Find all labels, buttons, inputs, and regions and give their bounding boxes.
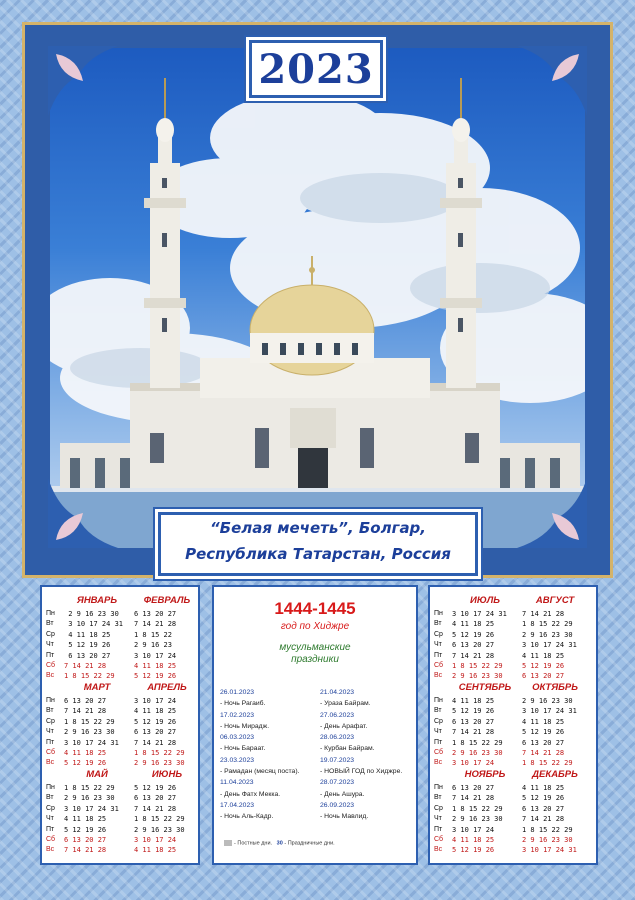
week-row: 3 10 17 24 xyxy=(452,825,495,834)
weekday-column xyxy=(434,783,443,856)
week-row: 6 13 20 27 xyxy=(134,610,177,618)
week-row: 1 8 15 22 29 xyxy=(522,825,573,834)
weekday-column xyxy=(434,696,443,769)
week-row: 3 10 17 24 31 xyxy=(64,738,119,747)
holiday-date: 11.04.2023 xyxy=(220,779,254,787)
week-row: 6 13 20 27 xyxy=(64,697,107,705)
holiday-name: - День Фатх Мекка. xyxy=(220,790,281,798)
weekday-label: Пт xyxy=(46,825,55,833)
holiday-date: 21.04.2023 xyxy=(320,689,355,696)
corner-ornament-icon xyxy=(517,478,587,548)
week-row: 5 12 19 26 xyxy=(64,759,107,768)
week-row: 7 14 21 28 xyxy=(522,749,565,758)
legend-number: 30 xyxy=(276,840,283,847)
holidays-title xyxy=(214,642,416,666)
week-row: 7 14 21 28 xyxy=(522,815,565,824)
holiday-name: - День Арафат. xyxy=(320,722,368,730)
month-grid xyxy=(134,696,185,769)
week-row: 5 12 19 26 xyxy=(64,641,111,650)
week-row: 2 9 16 23 30 xyxy=(64,610,119,618)
week-row: 2 9 16 23 30 xyxy=(522,697,573,705)
weekday-label: Ср xyxy=(46,804,55,812)
month-name: ИЮНЬ xyxy=(151,769,183,780)
week-row: 1 8 15 22 29 xyxy=(452,662,503,671)
weekday-label: Ср xyxy=(434,717,443,725)
year-title: 2023 xyxy=(258,45,374,93)
week-row: 7 14 21 28 xyxy=(64,662,107,671)
weekday-label: Чт xyxy=(46,815,54,823)
weekday-label: Вт xyxy=(46,707,54,715)
week-row: 3 10 17 24 31 xyxy=(522,707,577,716)
weekday-label: Сб xyxy=(46,662,56,670)
holiday-name: - Ночь Мирадж. xyxy=(220,722,270,730)
week-row: 4 11 18 25 xyxy=(522,717,565,726)
week-row: 5 12 19 26 xyxy=(64,825,107,834)
month-grid xyxy=(64,609,123,682)
week-row: 2 9 16 23 30 xyxy=(134,825,185,834)
photo-caption xyxy=(158,512,478,576)
week-row: 4 11 18 25 xyxy=(134,846,177,855)
holiday-date: 28.07.2023 xyxy=(320,779,355,787)
weekday-column xyxy=(46,783,55,856)
week-row: 6 13 20 27 xyxy=(134,794,177,803)
week-row: 4 11 18 25 xyxy=(522,651,565,660)
weekday-label: Ср xyxy=(434,804,443,812)
week-row: 2 9 16 23 30 xyxy=(64,794,115,803)
month-name: ФЕВРАЛЬ xyxy=(143,595,191,606)
week-row: 4 11 18 25 xyxy=(64,815,107,824)
week-row: 4 11 18 25 xyxy=(522,784,565,792)
week-row: 6 13 20 27 xyxy=(64,651,111,660)
holiday-name: - НОВЫЙ ГОД по Хиджре. xyxy=(320,768,403,776)
week-row: 3 10 17 24 31 xyxy=(452,610,507,618)
week-row: 2 9 16 23 30 xyxy=(452,749,503,758)
weekday-column xyxy=(46,696,55,769)
weekday-label: Ср xyxy=(434,630,443,638)
week-row: 1 8 15 22 29 xyxy=(134,749,185,758)
holiday-date: 17.04.2023 xyxy=(220,801,255,809)
mosque-illustration xyxy=(50,45,585,548)
week-row: 1 8 15 22 xyxy=(134,630,172,639)
hijri-panel xyxy=(212,585,418,865)
week-row: 1 8 15 22 29 xyxy=(452,804,503,813)
weekday-label: Вт xyxy=(434,794,442,802)
week-row: 6 13 20 27 xyxy=(452,717,495,726)
week-row: 4 11 18 25 xyxy=(452,697,495,705)
weekday-label: Пн xyxy=(434,697,443,704)
week-row: 6 13 20 27 xyxy=(522,672,565,681)
week-row: 3 10 17 24 xyxy=(134,836,177,845)
week-row: 5 12 19 26 xyxy=(134,784,177,792)
week-row: 4 11 18 25 xyxy=(64,630,111,639)
week-row: 7 14 21 28 xyxy=(452,728,495,737)
week-row: 5 12 19 26 xyxy=(134,717,177,726)
holiday-name: - Ночь Бараат. xyxy=(220,745,266,753)
weekday-label: Вт xyxy=(434,707,442,715)
weekday-label: Пн xyxy=(46,784,55,791)
mosque-photo xyxy=(50,45,585,548)
caption-line: “Белая мечеть”, Болгар, xyxy=(209,519,426,537)
weekday-column xyxy=(46,609,55,682)
holiday-date: 06.03.2023 xyxy=(220,734,255,742)
weekday-label: Чт xyxy=(46,728,54,736)
week-row: 6 13 20 27 xyxy=(452,784,495,792)
week-row: 3 10 17 24 31 xyxy=(522,641,577,650)
weekday-label: Вс xyxy=(434,846,443,854)
holidays-title-line: праздники xyxy=(291,654,339,665)
week-row: 3 10 17 24 31 xyxy=(522,846,577,855)
weekday-label: Пн xyxy=(434,610,443,617)
holiday-date: 23.03.2023 xyxy=(220,756,255,764)
holiday-name: - Ночь Аль-Кадр. xyxy=(220,813,274,821)
week-row: 5 12 19 26 xyxy=(522,728,565,737)
week-row: 3 10 17 24 xyxy=(134,697,177,705)
month-name: АВГУСТ xyxy=(535,595,575,606)
month-name: ИЮЛЬ xyxy=(470,595,500,606)
week-row: 5 12 19 26 xyxy=(452,630,495,639)
week-row: 2 9 16 23 30 xyxy=(134,759,185,768)
holiday-date: 28.06.2023 xyxy=(320,734,355,742)
year-plate xyxy=(249,40,383,98)
week-row: 4 11 18 25 xyxy=(64,749,107,758)
weekday-label: Вс xyxy=(46,759,55,767)
week-row: 5 12 19 26 xyxy=(134,672,177,681)
week-row: 2 9 16 23 30 xyxy=(64,728,115,737)
week-row: 7 14 21 28 xyxy=(64,707,107,716)
month-grid xyxy=(522,783,577,856)
week-row: 2 9 16 23 30 xyxy=(522,836,573,845)
weekday-label: Вс xyxy=(46,672,55,680)
hijri-years: 1444-1445 xyxy=(274,599,356,618)
week-row: 7 14 21 28 xyxy=(134,804,177,813)
weekday-label: Чт xyxy=(46,641,54,649)
week-row: 4 11 18 25 xyxy=(134,707,177,716)
corner-ornament-icon xyxy=(48,46,118,116)
holiday-name: - Курбан Байрам. xyxy=(320,745,375,753)
month-name: МАЙ xyxy=(86,769,108,780)
week-row: 3 10 17 24 31 xyxy=(64,620,124,629)
month-grid xyxy=(452,696,503,769)
weekday-label: Сб xyxy=(434,836,444,844)
calendar-right-half xyxy=(428,585,598,865)
month-grid xyxy=(452,783,503,856)
weekday-label: Вс xyxy=(46,846,55,854)
weekday-label: Сб xyxy=(46,836,56,844)
calendar-left-half xyxy=(40,585,200,865)
month-grid xyxy=(452,609,507,682)
fast-day-swatch xyxy=(224,840,232,846)
week-row: 7 14 21 28 xyxy=(452,794,495,803)
weekday-label: Вс xyxy=(434,759,443,767)
month-grid xyxy=(64,696,119,769)
weekday-label: Пт xyxy=(434,825,443,833)
weekday-label: Пт xyxy=(434,738,443,746)
holiday-name: - Ночь Рагаиб. xyxy=(220,700,266,708)
month-name: ДЕКАБРЬ xyxy=(532,769,578,780)
week-row: 1 8 15 22 29 xyxy=(452,738,503,747)
week-row: 2 9 16 23 30 xyxy=(452,815,503,824)
holiday-column xyxy=(320,687,402,823)
weekday-label: Пн xyxy=(46,610,55,617)
holidays-title-line: мусульманские xyxy=(279,642,351,653)
holiday-date: 26.01.2023 xyxy=(220,689,255,696)
month-name: ЯНВАРЬ xyxy=(76,595,118,606)
week-row: 5 12 19 26 xyxy=(522,794,565,803)
week-row: 6 13 20 27 xyxy=(134,728,177,737)
weekday-label: Чт xyxy=(434,815,442,823)
caption-line: Республика Татарстан, Россия xyxy=(185,545,451,563)
legend-holiday: - Праздничные дни. xyxy=(284,840,335,847)
week-row: 4 11 18 25 xyxy=(452,836,495,845)
week-row: 6 13 20 27 xyxy=(64,836,107,845)
weekday-label: Чт xyxy=(434,641,442,649)
week-row: 1 8 15 22 29 xyxy=(522,759,573,768)
weekday-label: Пн xyxy=(46,697,55,704)
week-row: 4 11 18 25 xyxy=(134,662,177,671)
month-grid xyxy=(522,609,577,682)
week-row: 7 14 21 28 xyxy=(134,738,177,747)
holiday-date: 27.06.2023 xyxy=(320,711,355,719)
holiday-name: - Ураза Байрам. xyxy=(320,700,371,708)
week-row: 5 12 19 26 xyxy=(522,662,565,671)
weekday-label: Пт xyxy=(46,738,55,746)
weekday-label: Пт xyxy=(46,651,55,659)
week-row: 4 11 18 25 xyxy=(452,620,495,629)
week-row: 3 10 17 24 xyxy=(452,759,495,768)
week-row: 7 14 21 28 xyxy=(452,651,495,660)
weekday-column xyxy=(434,609,443,682)
month-name: АПРЕЛЬ xyxy=(147,682,187,693)
week-row: 1 8 15 22 29 xyxy=(64,784,115,792)
weekday-label: Вт xyxy=(46,794,54,802)
holiday-name: - Ночь Мавлид. xyxy=(320,813,369,821)
week-row: 2 9 16 23 xyxy=(134,641,172,650)
weekday-label: Пт xyxy=(434,651,443,659)
week-row: 1 8 15 22 29 xyxy=(64,717,115,726)
week-row: 7 14 21 28 xyxy=(522,610,565,618)
holiday-column xyxy=(220,687,300,823)
week-row: 5 12 19 26 xyxy=(452,846,495,855)
weekday-label: Чт xyxy=(434,728,442,736)
hijri-subtitle: год по Хиджре xyxy=(280,621,350,632)
month-grid xyxy=(64,783,119,856)
holiday-date: 17.02.2023 xyxy=(220,711,255,719)
holiday-date: 26.09.2023 xyxy=(320,801,355,809)
week-row: 1 8 15 22 29 xyxy=(522,620,573,629)
weekday-label: Вс xyxy=(434,672,443,680)
week-row: 5 12 19 26 xyxy=(452,707,495,716)
month-grid xyxy=(134,609,176,682)
month-name: СЕНТЯБРЬ xyxy=(458,682,512,693)
month-name: МАРТ xyxy=(83,682,111,693)
weekday-label: Ср xyxy=(46,717,55,725)
weekday-label: Вт xyxy=(46,620,54,628)
legend xyxy=(224,840,335,846)
week-row: 2 9 16 23 30 xyxy=(452,672,503,681)
week-row: 1 8 15 22 29 xyxy=(134,815,185,824)
week-row: 7 14 21 28 xyxy=(64,846,107,855)
week-row: 6 13 20 27 xyxy=(522,804,565,813)
week-row: 6 13 20 27 xyxy=(522,738,565,747)
weekday-label: Сб xyxy=(434,749,444,757)
weekday-label: Пн xyxy=(434,784,443,791)
month-grid xyxy=(522,696,577,769)
legend-fast: - Постные дни. xyxy=(234,840,273,847)
holiday-date: 19.07.2023 xyxy=(320,756,355,764)
weekday-label: Сб xyxy=(46,749,56,757)
weekday-label: Ср xyxy=(46,630,55,638)
holiday-name: - День Ашура. xyxy=(320,790,365,798)
month-name: ОКТЯБРЬ xyxy=(532,682,578,693)
week-row: 3 10 17 24 xyxy=(134,651,177,660)
month-name: НОЯБРЬ xyxy=(464,769,506,780)
month-grid xyxy=(134,783,185,856)
week-row: 6 13 20 27 xyxy=(452,641,495,650)
week-row: 2 9 16 23 30 xyxy=(522,630,573,639)
weekday-label: Вт xyxy=(434,620,442,628)
corner-ornament-icon xyxy=(517,46,587,116)
holiday-name: - Рамадан (месяц поста). xyxy=(220,768,300,776)
corner-ornament-icon xyxy=(48,478,118,548)
week-row: 7 14 21 28 xyxy=(134,620,177,629)
week-row: 3 10 17 24 31 xyxy=(64,804,119,813)
weekday-label: Сб xyxy=(434,662,444,670)
week-row: 1 8 15 22 29 xyxy=(64,672,115,681)
